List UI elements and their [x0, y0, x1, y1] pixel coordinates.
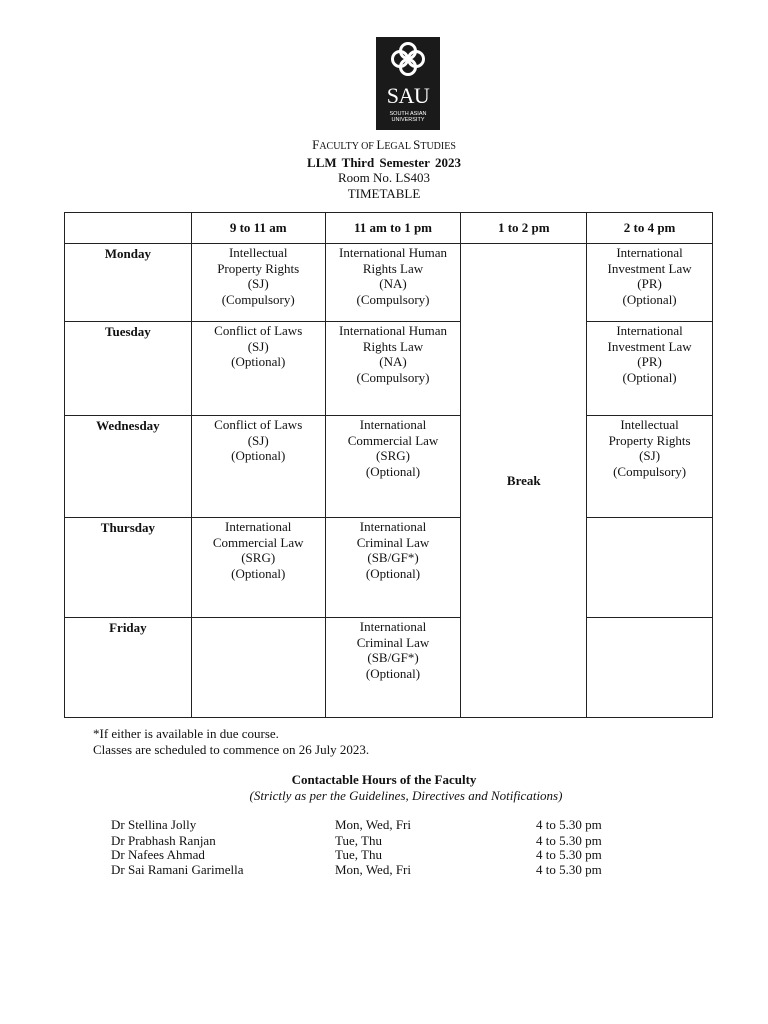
footnote: Classes are scheduled to commence on 26 July 2023.	[93, 742, 370, 757]
column-header: 2 to 4 pm	[587, 213, 713, 244]
contact-time: 4 to 5.30 pm	[536, 817, 602, 832]
empty-cell	[587, 618, 713, 718]
logo-text: SAU	[386, 83, 430, 108]
column-header: 11 am to 1 pm	[325, 213, 461, 244]
course-cell: International Criminal Law (SB/GF*) (Optional)	[325, 618, 461, 718]
contact-subtitle: (Strictly as per the Guidelines, Directives and Notifications)	[249, 788, 563, 803]
contact-time: 4 to 5.30 pm	[536, 847, 602, 862]
logo-subtext-line2: UNIVERSITY	[391, 117, 425, 123]
timetable	[64, 212, 713, 718]
contact-days: Mon, Wed, Fri	[335, 862, 411, 877]
day-label: Tuesday	[65, 322, 192, 416]
column-header: 1 to 2 pm	[461, 213, 587, 244]
day-label: Thursday	[65, 518, 192, 618]
contact-time: 4 to 5.30 pm	[536, 833, 602, 848]
course-cell: Intellectual Property Rights (SJ) (Compulsory)	[587, 416, 713, 518]
day-label: Friday	[65, 618, 192, 718]
footnote: *If either is available in due course.	[93, 726, 279, 741]
course-cell: Intellectual Property Rights (SJ) (Compulsory)	[191, 244, 325, 322]
timetable-row	[65, 416, 713, 518]
day-label: Wednesday	[65, 416, 192, 518]
timetable-row	[65, 322, 713, 416]
course-cell: International Investment Law (PR) (Optional)	[587, 322, 713, 416]
course-cell: Conflict of Laws (SJ) (Optional)	[191, 322, 325, 416]
faculty-name: FACULTY OF LEGAL STUDIES	[312, 137, 456, 152]
course-cell: International Human Rights Law (NA) (Compulsory)	[325, 322, 461, 416]
timetable-row	[65, 244, 713, 322]
course-cell: International Investment Law (PR) (Optional)	[587, 244, 713, 322]
contact-name: Dr Nafees Ahmad	[111, 847, 205, 862]
course-cell: International Criminal Law (SB/GF*) (Optional)	[325, 518, 461, 618]
timetable-row	[65, 618, 713, 718]
break-cell: Break	[461, 244, 587, 718]
course-cell: International Commercial Law (SRG) (Optional)	[325, 416, 461, 518]
document-title: TIMETABLE	[347, 185, 421, 201]
contact-days: Mon, Wed, Fri	[335, 817, 411, 832]
day-label: Monday	[65, 244, 192, 322]
program-title: LLM Third Semester 2023	[307, 154, 461, 170]
document-header	[0, 137, 768, 201]
timetable-header-row	[65, 213, 713, 244]
contact-days: Tue, Thu	[335, 833, 382, 848]
footnotes	[93, 726, 369, 758]
room-number: Room No. LS403	[337, 170, 431, 185]
logo-subtext-line1: SOUTH ASIAN	[389, 111, 427, 117]
university-logo	[376, 37, 440, 130]
knot-emblem-icon	[376, 37, 440, 87]
contact-time: 4 to 5.30 pm	[536, 862, 602, 877]
contact-name: Dr Sai Ramani Garimella	[111, 862, 244, 877]
empty-cell	[191, 618, 325, 718]
column-header: 9 to 11 am	[191, 213, 325, 244]
contact-days: Tue, Thu	[335, 847, 382, 862]
course-cell: International Human Rights Law (NA) (Compulsory)	[325, 244, 461, 322]
column-header	[65, 213, 192, 244]
course-cell: International Commercial Law (SRG) (Optional)	[191, 518, 325, 618]
contact-name: Dr Stellina Jolly	[111, 817, 197, 832]
empty-cell	[587, 518, 713, 618]
contact-title: Contactable Hours of the Faculty	[291, 772, 477, 787]
course-cell: Conflict of Laws (SJ) (Optional)	[191, 416, 325, 518]
contact-name: Dr Prabhash Ranjan	[111, 833, 216, 848]
timetable-row	[65, 518, 713, 618]
